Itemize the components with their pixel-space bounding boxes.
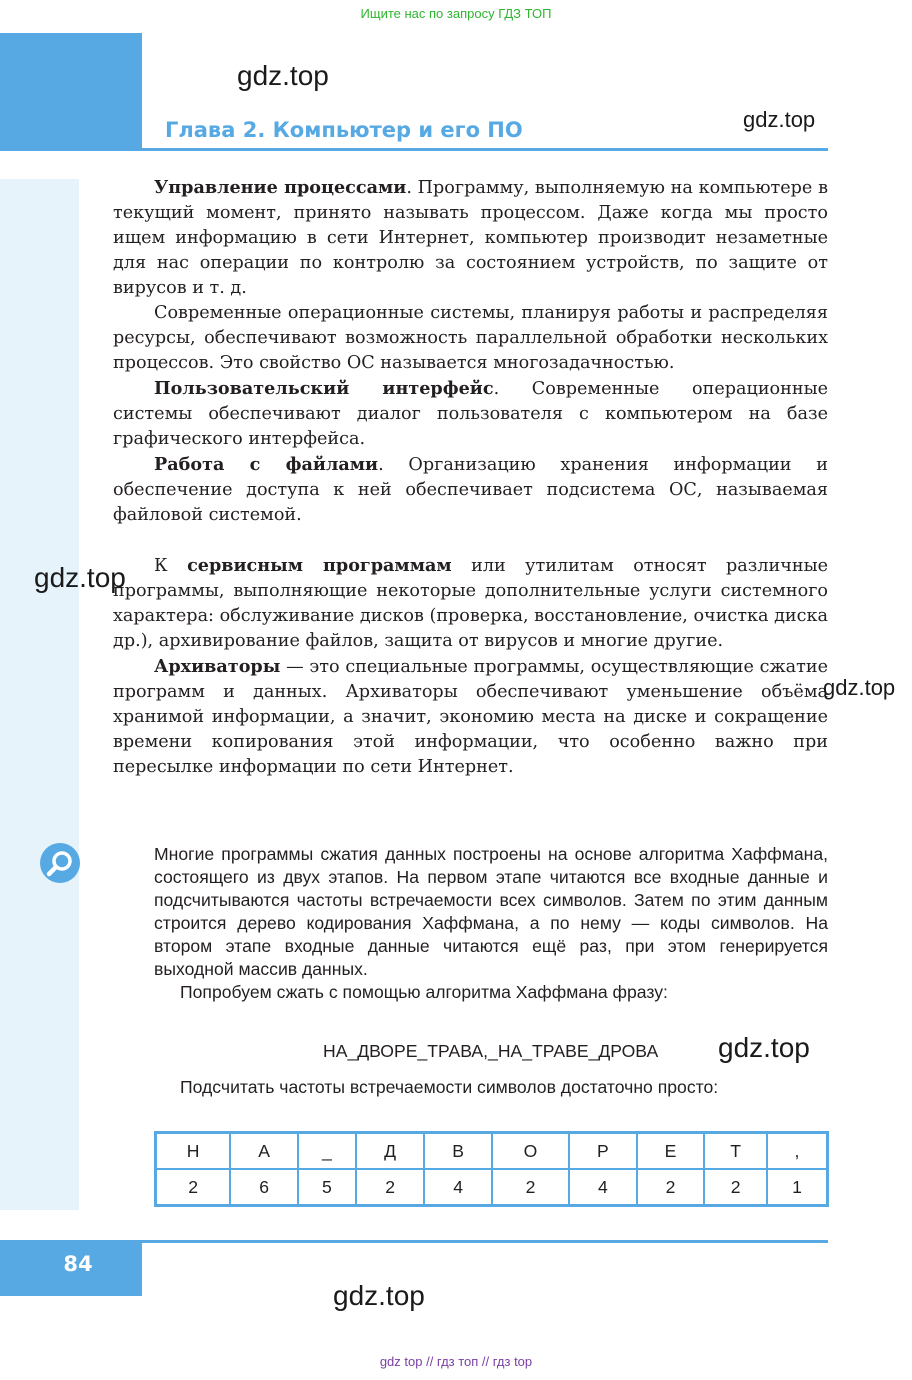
term: Пользовательский интерфейс bbox=[154, 378, 494, 399]
count-cell: 6 bbox=[230, 1169, 298, 1206]
header-color-block bbox=[0, 33, 142, 151]
side-strip bbox=[0, 179, 79, 1210]
chapter-title: Глава 2. Компьютер и его ПО bbox=[165, 118, 523, 142]
example-phrase: НА_ДВОРЕ_ТРАВА,_НА_ТРАВЕ_ДРОВА bbox=[323, 1041, 659, 1061]
count-cell: 4 bbox=[569, 1169, 637, 1206]
watermark: gdz.top bbox=[333, 1280, 425, 1311]
frequency-table bbox=[154, 1131, 829, 1207]
main-text bbox=[113, 175, 828, 780]
symbol-cell: Н bbox=[156, 1133, 231, 1170]
count-cell: 2 bbox=[492, 1169, 569, 1206]
symbols-row bbox=[156, 1133, 828, 1170]
page-number: 84 bbox=[63, 1252, 93, 1276]
count-cell: 2 bbox=[637, 1169, 705, 1206]
magnifier-icon bbox=[40, 843, 80, 883]
symbol-cell: О bbox=[492, 1133, 569, 1170]
footer-rule bbox=[142, 1240, 828, 1243]
note-paragraph: Многие программы сжатия данных построены на основе алгоритма Хаффмана, состоящего из двух этапов. На первом этапе читаются все входные данные и подсчитываются частоты встречаемости всех символов. Затем по этим данным строится дерево кодирования Хаффмана, а по нему — коды символов. На втором этапе входные данные читаются ещё раз, при этом генерируется выходной массив данных. bbox=[154, 844, 828, 979]
watermark: gdz.top bbox=[237, 60, 329, 91]
count-cell: 2 bbox=[356, 1169, 424, 1206]
paragraph: Управление процессами. Программу, выполняемую на компьютере в текущий момент, принято называть процессом. Даже когда мы просто ищем информацию в сети Интернет, компьютер производит незаметные для нас операции по контролю за состоянием устройств, по защите от вирусов и т. д. bbox=[113, 177, 828, 298]
header-rule bbox=[142, 148, 828, 151]
paragraph: Работа с файлами. Организацию хранения информации и обеспечение доступа к ней обеспечивает подсистема ОС, называемая файловой системой. bbox=[113, 454, 828, 525]
top-banner: Ищите нас по запросу ГДЗ ТОП bbox=[360, 6, 552, 21]
symbol-cell: Д bbox=[356, 1133, 424, 1170]
term: Работа с файлами bbox=[154, 454, 379, 475]
term: Управление процессами bbox=[154, 177, 407, 198]
symbol-cell: Р bbox=[569, 1133, 637, 1170]
term: Архиваторы bbox=[154, 656, 281, 677]
symbol-cell: _ bbox=[298, 1133, 356, 1170]
bottom-banner: gdz top // гдз топ // гдз top bbox=[379, 1354, 533, 1369]
count-cell: 2 bbox=[156, 1169, 231, 1206]
symbol-cell: Т bbox=[704, 1133, 767, 1170]
symbol-cell: В bbox=[424, 1133, 492, 1170]
counts-row bbox=[156, 1169, 828, 1206]
paragraph: К сервисным программам или утилитам относят различные программы, выполняющие некоторые дополнительные услуги системного характера: обслуживание дисков (проверка, восстановление, очистка диска др.), архивирование файлов, защита от вирусов и многие другие. bbox=[113, 555, 829, 651]
paragraph: Пользовательский интерфейс. Современные операционные системы обеспечивают диалог пользователя с компьютером на базе графического интерфейса. bbox=[113, 378, 829, 449]
watermark: gdz.top bbox=[718, 1032, 810, 1063]
count-cell: 4 bbox=[424, 1169, 492, 1206]
count-cell: 5 bbox=[298, 1169, 356, 1206]
term: сервисным программам bbox=[187, 555, 452, 576]
note-paragraph: Попробуем сжать с помощью алгоритма Хаффмана фразу: bbox=[180, 982, 668, 1002]
note-paragraph: Подсчитать частоты встречаемости символов достаточно просто: bbox=[180, 1077, 719, 1097]
paragraph: Современные операционные системы, планируя работы и распределяя ресурсы, обеспечивают возможность параллельной обработки нескольких процессов. Это свойство ОС называется многозадачностью. bbox=[113, 303, 828, 373]
symbol-cell: Е bbox=[637, 1133, 705, 1170]
note-block bbox=[154, 843, 828, 1004]
count-cell: 1 bbox=[767, 1169, 828, 1206]
watermark: gdz.top bbox=[34, 562, 126, 593]
paragraph: Архиваторы — это специальные программы, осуществляющие сжатие программ и данных. Архиваторы обеспечивают уменьшение объёма хранимой информации, а значит, экономию места на диске и сокращение времени копирования этой информации, что особенно важно при пересылке информации по сети Интернет. bbox=[113, 656, 828, 777]
symbol-cell: , bbox=[767, 1133, 828, 1170]
count-cell: 2 bbox=[704, 1169, 767, 1206]
watermark: gdz.top bbox=[823, 675, 896, 700]
watermark: gdz.top bbox=[743, 107, 816, 132]
symbol-cell: А bbox=[230, 1133, 298, 1170]
